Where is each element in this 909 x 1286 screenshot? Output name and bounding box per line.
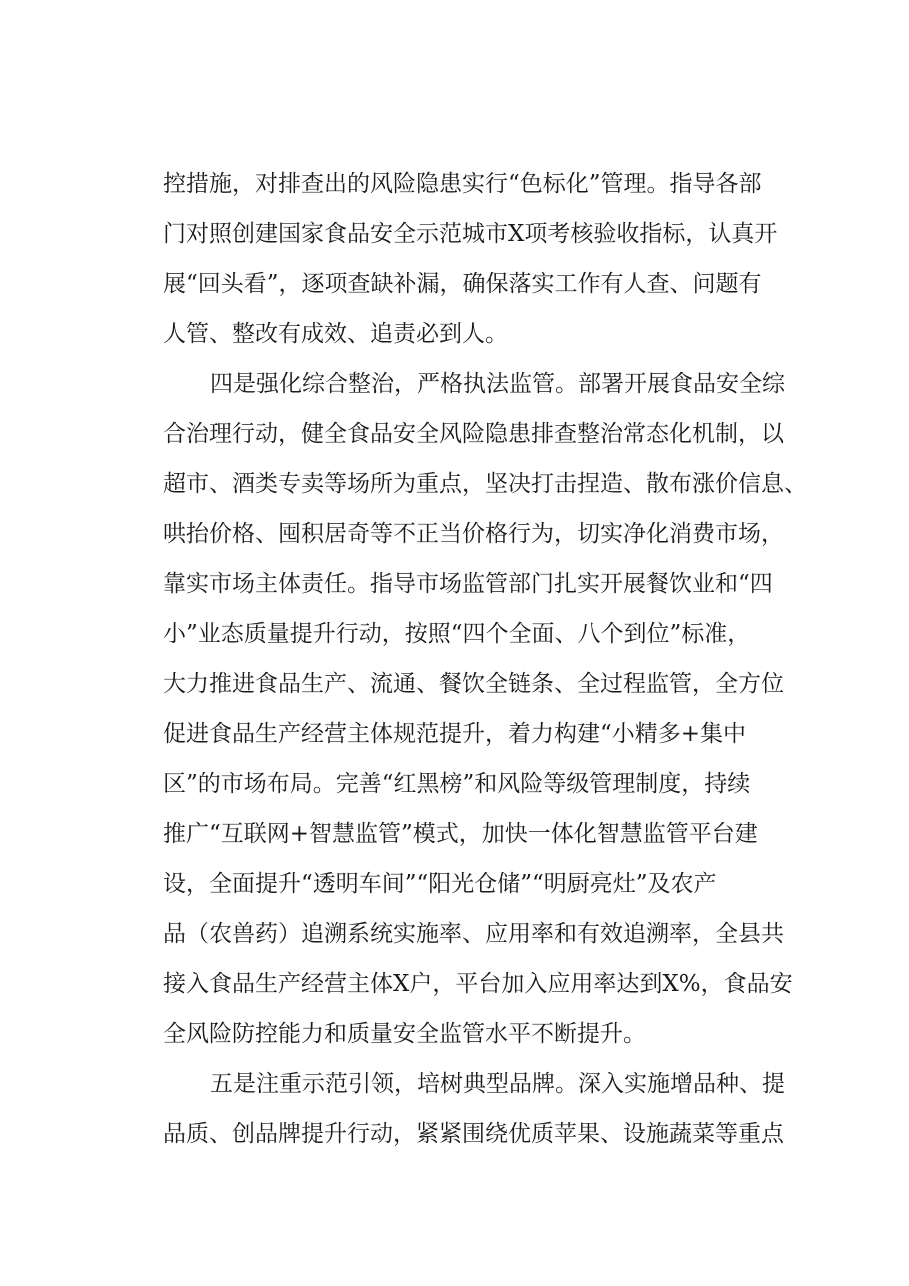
paragraph-1-line-1: 控措施，对排查出的风险隐患实行“色标化”管理。指导各部 (163, 171, 762, 197)
paragraph-2-line-11: 设，全面提升“透明车间”“阳光仓储”“明厨亮灶”及农产 (163, 871, 717, 897)
paragraph-2-line-3: 超市、酒类专卖等场所为重点，坚决打击捏造、散布涨价信息、 (163, 471, 807, 497)
paragraph-2-line-7: 大力推进食品生产、流通、餐饮全链条、全过程监管，全方位 (163, 671, 784, 697)
paragraph-2-line-5: 靠实市场主体责任。指导市场监管部门扎实开展餐饮业和“四 (163, 571, 773, 597)
paragraph-2-line-6: 小”业态质量提升行动，按照“四个全面、八个到位”标准， (163, 621, 751, 647)
paragraph-1-line-4: 人管、整改有成效、追责必到人。 (163, 321, 508, 347)
paragraph-2-line-13: 接入食品生产经营主体X户，平台加入应用率达到X%，食品安 (163, 971, 793, 997)
paragraph-2-line-4: 哄抬价格、囤积居奇等不正当价格行为，切实净化消费市场， (163, 521, 784, 547)
paragraph-3-line-1: 五是注重示范引领，培树典型品牌。深入实施增品种、提 (210, 1071, 785, 1097)
paragraph-2-line-14: 全风险防控能力和质量安全监管水平不断提升。 (163, 1021, 646, 1047)
paragraph-2-line-1: 四是强化综合整治，严格执法监管。部署开展食品安全综 (210, 371, 785, 397)
paragraph-2-line-2: 合治理行动，健全食品安全风险隐患排查整治常态化机制，以 (163, 421, 784, 447)
paragraph-2-line-12: 品（农兽药）追溯系统实施率、应用率和有效追溯率，全县共 (163, 921, 784, 947)
paragraph-2-line-9: 区”的市场布局。完善“红黑榜”和风险等级管理制度，持续 (163, 771, 751, 797)
paragraph-3-line-2: 品质、创品牌提升行动，紧紧围绕优质苹果、设施蔬菜等重点 (163, 1121, 784, 1147)
paragraph-1-line-3: 展“回头看”，逐项查缺补漏，确保落实工作有人查、问题有 (163, 271, 762, 297)
paragraph-1-line-2: 门对照创建国家食品安全示范城市X项考核验收指标，认真开 (163, 221, 778, 247)
paragraph-2-line-8: 促进食品生产经营主体规范提升，着力构建“小精多+集中 (163, 721, 747, 747)
paragraph-2-line-10: 推广“互联网+智慧监管”模式，加快一体化智慧监管平台建 (163, 821, 758, 847)
